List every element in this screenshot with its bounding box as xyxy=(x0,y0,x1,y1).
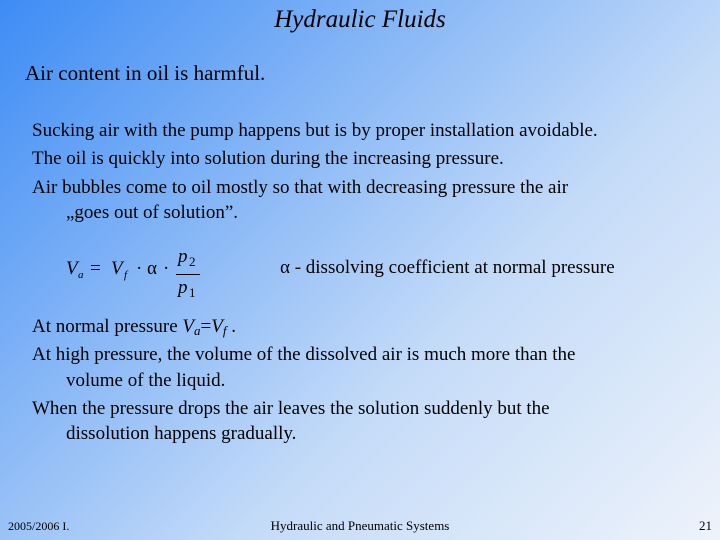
text-line: volume of the liquid. xyxy=(66,370,226,391)
text-line: „goes out of solution”. xyxy=(66,202,239,223)
formula-denominator-sub: 1 xyxy=(189,285,196,300)
text-line: The oil is quickly into solution during the increasing pressure. xyxy=(32,148,504,169)
volume-sub: a xyxy=(194,323,201,338)
text-fragment: . xyxy=(226,316,236,337)
volume-sub: f xyxy=(222,323,227,338)
text-line: Sucking air with the pump happens but is by proper installation avoidable. xyxy=(32,120,598,141)
footer-title: Hydraulic and Pneumatic Systems xyxy=(270,518,450,533)
text-line: Air bubbles come to oil mostly so that with decreasing pressure the air xyxy=(32,177,569,198)
text-line: dissolution happens gradually. xyxy=(66,423,297,444)
formula-rhs-sub: f xyxy=(124,269,128,281)
normal-pressure-line xyxy=(32,316,236,339)
fraction-bar xyxy=(176,274,200,275)
formula-alpha: α xyxy=(147,258,157,279)
footer-date: 2005/2006 I. xyxy=(8,519,70,533)
page-number: 21 xyxy=(699,518,712,533)
alpha-note: α - dissolving coefficient at normal pressure xyxy=(280,257,615,278)
formula-rhs-var: V xyxy=(111,258,123,279)
volume-var: V xyxy=(211,316,223,337)
formula-equals: = xyxy=(90,258,101,279)
formula-numerator-var: p xyxy=(178,246,188,267)
text-line: When the pressure drops the air leaves the solution suddenly but the xyxy=(32,398,550,419)
formula-numerator-sub: 2 xyxy=(189,254,196,269)
text-fragment: At normal pressure xyxy=(32,316,183,337)
formula-denominator-var: p xyxy=(178,277,188,298)
equals-sign: = xyxy=(200,316,212,337)
formula xyxy=(66,246,216,302)
text-line: At high pressure, the volume of the dissolved air is much more than the xyxy=(32,344,576,365)
formula-dot: · xyxy=(163,258,170,279)
slide-heading: Air content in oil is harmful. xyxy=(25,61,266,85)
formula-lhs-sub: a xyxy=(78,269,84,281)
formula-lhs-var: V xyxy=(66,258,78,279)
volume-var: V xyxy=(182,316,194,337)
slide-title: Hydraulic Fluids xyxy=(274,6,446,33)
formula-dot: · xyxy=(136,258,143,279)
